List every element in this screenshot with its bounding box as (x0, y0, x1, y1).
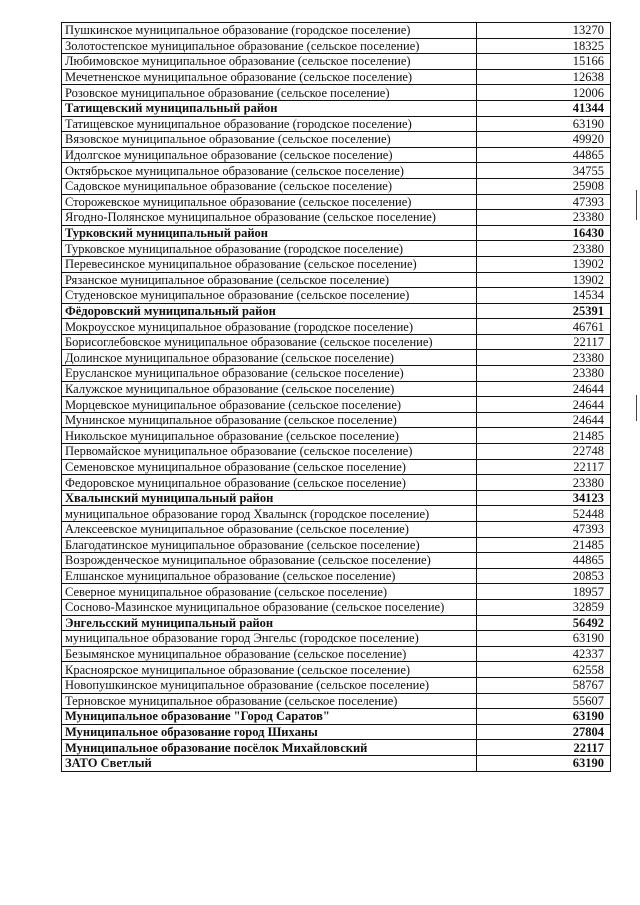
row-value-cell: 44865 (477, 553, 611, 569)
row-value-cell: 46761 (477, 319, 611, 335)
row-name-cell: Мокроусское муниципальное образование (городское поселение) (62, 319, 477, 335)
row-name-cell: Студеновское муниципальное образование (сельское поселение) (62, 288, 477, 304)
row-name-cell: Турковский муниципальный район (62, 225, 477, 241)
table-row (62, 241, 611, 257)
row-value-cell: 42337 (477, 646, 611, 662)
row-value-cell: 21485 (477, 537, 611, 553)
table-row (62, 584, 611, 600)
row-name-cell: Возрожденческое муниципальное образование (сельское поселение) (62, 553, 477, 569)
row-value-cell: 22117 (477, 740, 611, 756)
table-row (62, 85, 611, 101)
table-row (62, 69, 611, 85)
table-row (62, 522, 611, 538)
table-row (62, 272, 611, 288)
row-name-cell: Садовское муниципальное образование (сельское поселение) (62, 178, 477, 194)
row-value-cell: 23380 (477, 210, 611, 226)
row-value-cell: 25908 (477, 178, 611, 194)
table-row (62, 132, 611, 148)
row-name-cell: Идолгское муниципальное образование (сельское поселение) (62, 147, 477, 163)
row-name-cell: Фёдоровский муниципальный район (62, 303, 477, 319)
row-value-cell: 24644 (477, 381, 611, 397)
row-value-cell: 56492 (477, 615, 611, 631)
row-name-cell: Сосново-Мазинское муниципальное образование (сельское поселение) (62, 599, 477, 615)
allocation-table (61, 22, 611, 772)
row-name-cell: Золотостепское муниципальное образование (сельское поселение) (62, 38, 477, 54)
table-row (62, 444, 611, 460)
row-value-cell: 24644 (477, 412, 611, 428)
table-row (62, 23, 611, 39)
row-name-cell: Татищевский муниципальный район (62, 100, 477, 116)
table-row (62, 210, 611, 226)
table-row (62, 568, 611, 584)
row-value-cell: 62558 (477, 662, 611, 678)
row-name-cell: Рязанское муниципальное образование (сельское поселение) (62, 272, 477, 288)
row-value-cell: 63190 (477, 709, 611, 725)
row-name-cell: Мечетненское муниципальное образование (сельское поселение) (62, 69, 477, 85)
table-row (62, 178, 611, 194)
row-value-cell: 24644 (477, 397, 611, 413)
row-value-cell: 18325 (477, 38, 611, 54)
row-value-cell: 32859 (477, 599, 611, 615)
table-row (62, 599, 611, 615)
row-value-cell: 44865 (477, 147, 611, 163)
table-row (62, 334, 611, 350)
row-name-cell: Пушкинское муниципальное образование (городское поселение) (62, 23, 477, 39)
table-row (62, 677, 611, 693)
row-name-cell: Борисоглебовское муниципальное образование (сельское поселение) (62, 334, 477, 350)
row-name-cell: муниципальное образование город Энгельс (городское поселение) (62, 631, 477, 647)
table-row (62, 147, 611, 163)
row-name-cell: Семеновское муниципальное образование (сельское поселение) (62, 459, 477, 475)
table-row (62, 225, 611, 241)
row-value-cell: 27804 (477, 724, 611, 740)
table-row (62, 381, 611, 397)
table-row (62, 350, 611, 366)
row-value-cell: 23380 (477, 350, 611, 366)
row-name-cell: Турковское муниципальное образование (городское поселение) (62, 241, 477, 257)
table-row (62, 54, 611, 70)
row-name-cell: Федоровское муниципальное образование (сельское поселение) (62, 475, 477, 491)
row-value-cell: 22117 (477, 459, 611, 475)
table-row (62, 116, 611, 132)
row-value-cell: 49920 (477, 132, 611, 148)
row-name-cell: Первомайское муниципальное образование (сельское поселение) (62, 444, 477, 460)
row-name-cell: Алексеевское муниципальное образование (сельское поселение) (62, 522, 477, 538)
table-row (62, 755, 611, 771)
table-row (62, 724, 611, 740)
table-row (62, 709, 611, 725)
row-value-cell: 63190 (477, 631, 611, 647)
table-row (62, 100, 611, 116)
table-row (62, 319, 611, 335)
row-value-cell: 13902 (477, 272, 611, 288)
row-name-cell: Северное муниципальное образование (сельское поселение) (62, 584, 477, 600)
row-value-cell: 55607 (477, 693, 611, 709)
row-value-cell: 16430 (477, 225, 611, 241)
table-row (62, 537, 611, 553)
row-name-cell: Муниципальное образование "Город Саратов" (62, 709, 477, 725)
row-name-cell: Терновское муниципальное образование (сельское поселение) (62, 693, 477, 709)
row-name-cell: Муниципальное образование город Шиханы (62, 724, 477, 740)
row-value-cell: 21485 (477, 428, 611, 444)
row-value-cell: 20853 (477, 568, 611, 584)
table-row (62, 490, 611, 506)
table-row (62, 194, 611, 210)
row-value-cell: 63190 (477, 755, 611, 771)
table-row (62, 412, 611, 428)
row-value-cell: 14534 (477, 288, 611, 304)
row-name-cell: Мунинское муниципальное образование (сельское поселение) (62, 412, 477, 428)
row-name-cell: Елшанское муниципальное образование (сельское поселение) (62, 568, 477, 584)
table-row (62, 256, 611, 272)
table-row (62, 740, 611, 756)
row-name-cell: Сторожевское муниципальное образование (сельское поселение) (62, 194, 477, 210)
table-row (62, 553, 611, 569)
table-row (62, 366, 611, 382)
row-name-cell: Хвалынский муниципальный район (62, 490, 477, 506)
row-value-cell: 34123 (477, 490, 611, 506)
row-value-cell: 47393 (477, 522, 611, 538)
row-name-cell: Вязовское муниципальное образование (сельское поселение) (62, 132, 477, 148)
table-row (62, 506, 611, 522)
scan-edge-mark (636, 395, 637, 421)
table-row (62, 303, 611, 319)
table-row (62, 631, 611, 647)
row-name-cell: Долинское муниципальное образование (сельское поселение) (62, 350, 477, 366)
row-value-cell: 13270 (477, 23, 611, 39)
table-row (62, 459, 611, 475)
row-name-cell: Перевесинское муниципальное образование (сельское поселение) (62, 256, 477, 272)
row-name-cell: Калужское муниципальное образование (сельское поселение) (62, 381, 477, 397)
table-row (62, 646, 611, 662)
row-value-cell: 22748 (477, 444, 611, 460)
row-value-cell: 41344 (477, 100, 611, 116)
row-name-cell: Благодатинское муниципальное образование (сельское поселение) (62, 537, 477, 553)
row-name-cell: муниципальное образование город Хвалынск (городское поселение) (62, 506, 477, 522)
row-value-cell: 22117 (477, 334, 611, 350)
row-value-cell: 34755 (477, 163, 611, 179)
row-value-cell: 63190 (477, 116, 611, 132)
row-value-cell: 12006 (477, 85, 611, 101)
table-row (62, 288, 611, 304)
table-row (62, 693, 611, 709)
table-row (62, 475, 611, 491)
row-value-cell: 23380 (477, 366, 611, 382)
row-value-cell: 23380 (477, 241, 611, 257)
table-row (62, 428, 611, 444)
row-value-cell: 47393 (477, 194, 611, 210)
table-row (62, 163, 611, 179)
row-name-cell: Октябрьское муниципальное образование (сельское поселение) (62, 163, 477, 179)
row-value-cell: 52448 (477, 506, 611, 522)
row-value-cell: 18957 (477, 584, 611, 600)
row-name-cell: Любимовское муниципальное образование (сельское поселение) (62, 54, 477, 70)
row-value-cell: 58767 (477, 677, 611, 693)
row-name-cell: ЗАТО Светлый (62, 755, 477, 771)
row-name-cell: Морцевское муниципальное образование (сельское поселение) (62, 397, 477, 413)
row-value-cell: 23380 (477, 475, 611, 491)
row-name-cell: Ерусланское муниципальное образование (сельское поселение) (62, 366, 477, 382)
table-body (62, 23, 611, 772)
row-name-cell: Энгельсский муниципальный район (62, 615, 477, 631)
row-value-cell: 12638 (477, 69, 611, 85)
row-name-cell: Новопушкинское муниципальное образование (сельское поселение) (62, 677, 477, 693)
row-name-cell: Муниципальное образование посёлок Михайловский (62, 740, 477, 756)
row-name-cell: Розовское муниципальное образование (сельское поселение) (62, 85, 477, 101)
table-row (62, 662, 611, 678)
scan-edge-mark (636, 190, 637, 220)
table-row (62, 38, 611, 54)
row-value-cell: 15166 (477, 54, 611, 70)
table-row (62, 397, 611, 413)
row-value-cell: 13902 (477, 256, 611, 272)
row-name-cell: Никольское муниципальное образование (сельское поселение) (62, 428, 477, 444)
row-name-cell: Татищевское муниципальное образование (городское поселение) (62, 116, 477, 132)
row-name-cell: Безымянское муниципальное образование (сельское поселение) (62, 646, 477, 662)
row-value-cell: 25391 (477, 303, 611, 319)
row-name-cell: Ягодно-Полянское муниципальное образование (сельское поселение) (62, 210, 477, 226)
table-row (62, 615, 611, 631)
row-name-cell: Красноярское муниципальное образование (сельское поселение) (62, 662, 477, 678)
